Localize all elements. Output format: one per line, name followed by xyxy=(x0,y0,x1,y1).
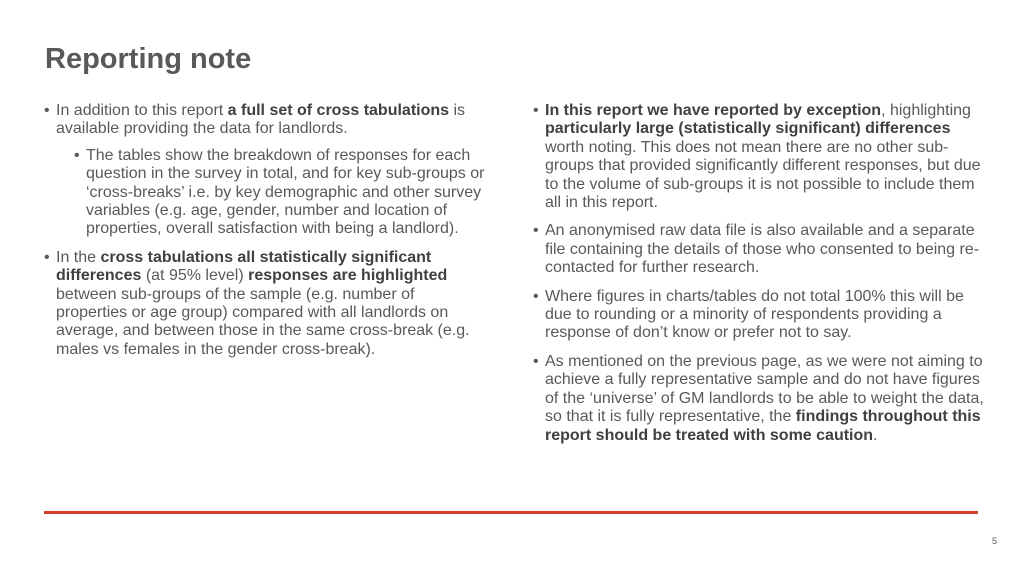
bullet-cross-tabulations xyxy=(44,102,489,239)
bullet-bold-text: a full set of cross tabulations xyxy=(227,102,450,119)
bullet-text: As mentioned on the previous page, as we were not aiming to achieve a fully representative sample and do not have figures of the ‘universe’ of GM landlords to be able to weight the data, so that it is fully representative, the xyxy=(545,352,984,426)
bullet-bold-text: findings throughout this report should be treated with some caution xyxy=(545,408,981,444)
bullet-text: The tables show the breakdown of responses for each question in the survey in total, and for key sub-groups or ‘cross-breaks’ i.e. by key demographic and other survey variables (e.g. age, gender, number and location of properties, overall satisfaction with being a landlord). xyxy=(86,146,485,238)
bullet-text: . xyxy=(873,426,878,444)
right-column xyxy=(533,102,985,455)
bullet-text: Where figures in charts/tables do not total 100% this will be due to rounding or a minority of respondents providing a response of don’t know or prefer not to say. xyxy=(545,287,964,342)
bullet-bold-text: cross tabulations all statistically significant differences xyxy=(56,248,432,285)
sub-bullet-list xyxy=(56,147,489,239)
bullet-text: In the xyxy=(56,248,101,266)
sub-bullet-tables xyxy=(74,147,489,239)
bullet-caution xyxy=(533,353,985,445)
bullet-bold-text: In this report we have reported by exception xyxy=(545,102,882,119)
bullet-significant-differences xyxy=(44,249,489,359)
bullet-text: between sub-groups of the sample (e.g. number of properties or age group) compared with all landlords on average, and between those in the same cross-break (e.g. males vs females in the gender cross-break). xyxy=(56,285,470,358)
bullet-text: worth noting. This does not mean there are no other sub-groups that provided significantly different responses, but due to the volume of sub-groups it is not possible to include them all in this report. xyxy=(545,138,981,212)
bullet-text: An anonymised raw data file is also available and a separate file containing the details of those who consented to being re-contacted for further research. xyxy=(545,222,980,277)
bullet-text: , highlighting xyxy=(881,102,971,119)
bullet-text: In addition to this report xyxy=(56,102,228,119)
page-title: Reporting note xyxy=(45,43,252,75)
footer-divider xyxy=(44,511,978,514)
bullet-text: (at 95% level) xyxy=(141,267,249,285)
bullet-reported-by-exception xyxy=(533,102,985,212)
bullet-text: is available providing the data for landlords. xyxy=(56,102,466,138)
bullet-rounding xyxy=(533,288,985,343)
left-bullet-list xyxy=(44,102,489,359)
bullet-raw-data-file xyxy=(533,222,985,277)
page-number: 5 xyxy=(992,536,998,546)
bullet-bold-text: particularly large (statistically significant) differences xyxy=(545,120,951,138)
right-bullet-list xyxy=(533,102,985,445)
left-column xyxy=(44,102,489,369)
bullet-bold-text: responses are highlighted xyxy=(248,267,448,285)
